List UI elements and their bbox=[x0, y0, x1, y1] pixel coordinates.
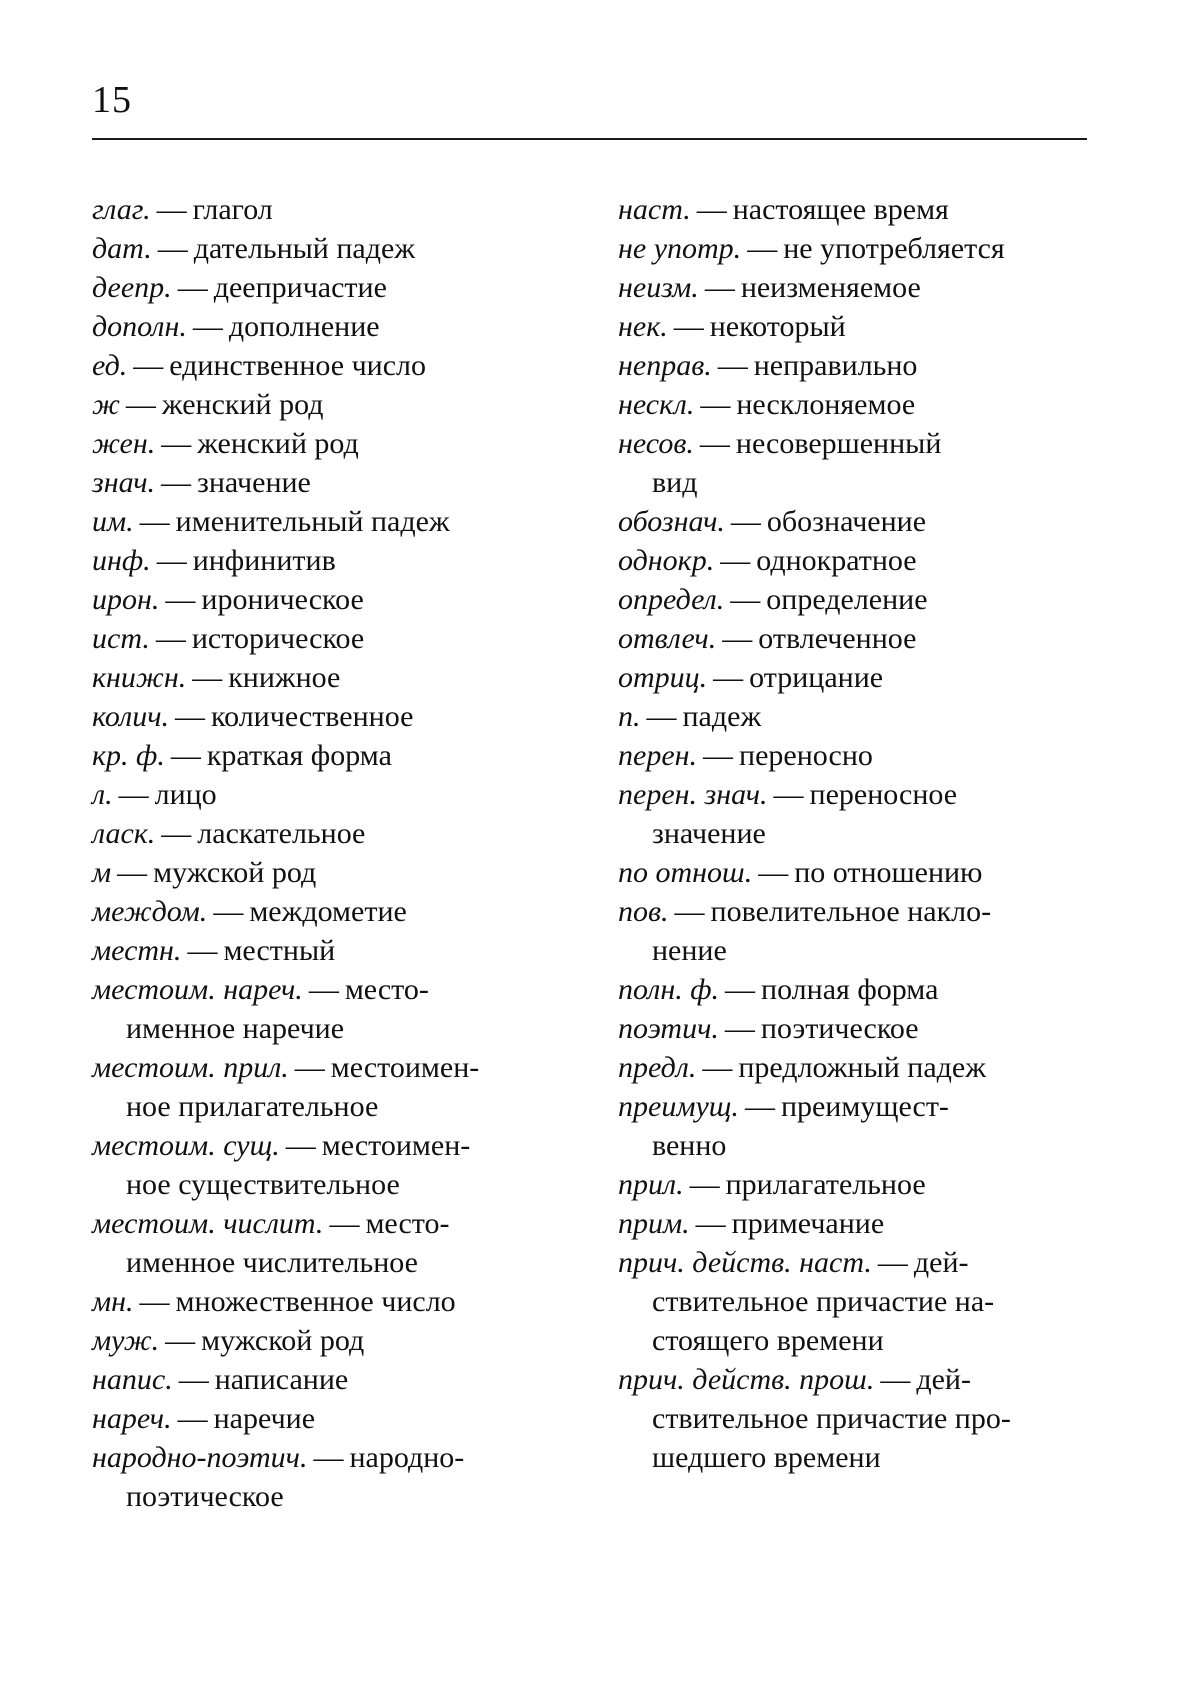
definition: не употребляется bbox=[783, 232, 1005, 265]
definition-continuation: вид bbox=[652, 466, 698, 499]
abbreviation-entry bbox=[92, 970, 562, 1009]
dash-separator: — bbox=[118, 778, 149, 811]
abbreviation-entry bbox=[618, 424, 1093, 463]
definition: местоимен- bbox=[321, 1129, 471, 1162]
definition: повелительное накло- bbox=[710, 895, 992, 928]
definition: местоимен- bbox=[330, 1051, 480, 1084]
definition: дополнение bbox=[228, 310, 380, 343]
abbreviation: прил. bbox=[618, 1168, 684, 1201]
definition: однократное bbox=[756, 544, 917, 577]
abbreviation-entry bbox=[618, 1204, 1093, 1243]
abbreviation: полн. ф. bbox=[618, 973, 720, 1006]
abbreviation-entry bbox=[92, 502, 562, 541]
dash-separator: — bbox=[773, 778, 804, 811]
dash-separator: — bbox=[177, 271, 208, 304]
abbreviation-entry bbox=[92, 424, 562, 463]
definition-continuation: ное существительное bbox=[126, 1168, 400, 1201]
abbreviation: им. bbox=[92, 505, 134, 538]
abbreviation: обознач. bbox=[618, 505, 725, 538]
abbreviation: поэтич. bbox=[618, 1012, 719, 1045]
dash-separator: — bbox=[139, 1285, 170, 1318]
abbreviation-entry bbox=[618, 190, 1093, 229]
definition-continuation: нение bbox=[652, 934, 727, 967]
dash-separator: — bbox=[699, 427, 730, 460]
abbreviation-entry bbox=[92, 775, 562, 814]
definition-continuation: именное наречие bbox=[126, 1012, 345, 1045]
abbreviation-entry bbox=[618, 775, 1093, 814]
abbreviation: кр. ф. bbox=[92, 739, 165, 772]
dash-separator: — bbox=[155, 622, 186, 655]
dash-separator: — bbox=[700, 388, 731, 421]
dash-separator: — bbox=[139, 505, 170, 538]
definition: лицо bbox=[154, 778, 217, 811]
definition-continuation: ствительное причастие на- bbox=[652, 1285, 995, 1318]
abbreviation: инф. bbox=[92, 544, 151, 577]
definition: значение bbox=[197, 466, 311, 499]
abbreviation-entry bbox=[618, 229, 1093, 268]
definition: определение bbox=[766, 583, 928, 616]
definition-continuation: шедшего времени bbox=[652, 1441, 881, 1474]
abbreviation: муж. bbox=[92, 1324, 160, 1357]
definition: междометие bbox=[249, 895, 407, 928]
abbreviation-entry bbox=[92, 190, 562, 229]
definition: полная форма bbox=[761, 973, 939, 1006]
dash-separator: — bbox=[674, 895, 705, 928]
dash-separator: — bbox=[689, 1168, 720, 1201]
page-number: 15 bbox=[92, 79, 132, 121]
abbreviation: неправ. bbox=[618, 349, 712, 382]
abbreviation: дополн. bbox=[92, 310, 187, 343]
dash-separator: — bbox=[117, 856, 148, 889]
dash-separator: — bbox=[161, 466, 192, 499]
abbreviation: глаг. bbox=[92, 193, 151, 226]
dash-separator: — bbox=[673, 310, 704, 343]
abbreviation: местоим. числит. bbox=[92, 1207, 324, 1240]
abbreviation: деепр. bbox=[92, 271, 172, 304]
abbreviation-entry bbox=[92, 931, 562, 970]
definition: переносное bbox=[809, 778, 958, 811]
definition: отвлеченное bbox=[758, 622, 917, 655]
abbreviation-entry bbox=[92, 814, 562, 853]
abbreviation-entry bbox=[92, 892, 562, 931]
abbreviation: однокр. bbox=[618, 544, 715, 577]
definition: по отношению bbox=[794, 856, 983, 889]
dash-separator: — bbox=[133, 349, 164, 382]
header-rule bbox=[92, 138, 1087, 140]
abbreviation-entry bbox=[618, 1048, 1093, 1087]
abbreviation-entry bbox=[618, 619, 1093, 658]
dash-separator: — bbox=[724, 1012, 755, 1045]
definition: историческое bbox=[191, 622, 365, 655]
abbreviation: ед. bbox=[92, 349, 128, 382]
abbreviation: предл. bbox=[618, 1051, 697, 1084]
definition: предложный падеж bbox=[738, 1051, 986, 1084]
abbreviation: местоим. нареч. bbox=[92, 973, 303, 1006]
definition: дей- bbox=[913, 1246, 969, 1279]
definition: обозначение bbox=[766, 505, 927, 538]
definition: местный bbox=[223, 934, 336, 967]
dash-separator: — bbox=[285, 1129, 316, 1162]
dash-separator: — bbox=[175, 700, 206, 733]
dash-separator: — bbox=[747, 232, 778, 265]
abbreviation-entry bbox=[92, 658, 562, 697]
definition: мужской род bbox=[153, 856, 317, 889]
abbreviation-entry bbox=[92, 1438, 562, 1477]
definition: поэтическое bbox=[760, 1012, 919, 1045]
abbreviation-entry bbox=[92, 619, 562, 658]
definition: именительный падеж bbox=[175, 505, 450, 538]
abbreviation-entry bbox=[92, 853, 562, 892]
definition-continuation: ное прилагательное bbox=[126, 1090, 379, 1123]
left-column bbox=[92, 190, 562, 1516]
abbreviation: местоим. прил. bbox=[92, 1051, 289, 1084]
definition: несклоняемое bbox=[736, 388, 916, 421]
dash-separator: — bbox=[192, 310, 223, 343]
definition: написание bbox=[214, 1363, 349, 1396]
definition: некоторый bbox=[709, 310, 846, 343]
abbreviation-entry bbox=[92, 1048, 562, 1087]
dash-separator: — bbox=[213, 895, 244, 928]
abbreviation: перен. bbox=[618, 739, 698, 772]
abbreviation-entry bbox=[92, 1204, 562, 1243]
abbreviation: местн. bbox=[92, 934, 182, 967]
definition: количественное bbox=[211, 700, 414, 733]
abbreviation-entry bbox=[618, 268, 1093, 307]
dash-separator: — bbox=[157, 232, 188, 265]
definition: настоящее время bbox=[732, 193, 949, 226]
dash-separator: — bbox=[704, 271, 735, 304]
definition: ироническое bbox=[201, 583, 364, 616]
abbreviation: прим. bbox=[618, 1207, 690, 1240]
abbreviation-entry bbox=[618, 1165, 1093, 1204]
definition: место- bbox=[344, 973, 429, 1006]
dash-separator: — bbox=[730, 583, 761, 616]
abbreviation-entry bbox=[92, 1399, 562, 1438]
definition-continuation: ствительное причастие про- bbox=[652, 1402, 1011, 1435]
abbreviation: междом. bbox=[92, 895, 208, 928]
dash-separator: — bbox=[720, 544, 751, 577]
dash-separator: — bbox=[717, 349, 748, 382]
definition: дей- bbox=[916, 1363, 971, 1396]
definition: единственное число bbox=[169, 349, 426, 382]
abbreviation-entry bbox=[618, 1243, 1093, 1282]
definition: народно- bbox=[349, 1441, 465, 1474]
abbreviation: напис. bbox=[92, 1363, 173, 1396]
abbreviation-entry bbox=[618, 853, 1093, 892]
abbreviation-entry bbox=[618, 970, 1093, 1009]
definition-continuation: именное числительное bbox=[126, 1246, 418, 1279]
abbreviation: колич. bbox=[92, 700, 170, 733]
abbreviation-entry bbox=[618, 307, 1093, 346]
abbreviation-entry bbox=[618, 502, 1093, 541]
abbreviation-entry bbox=[618, 736, 1093, 775]
definition-continuation: стоящего времени bbox=[652, 1324, 884, 1357]
dash-separator: — bbox=[156, 544, 187, 577]
dash-separator: — bbox=[703, 739, 734, 772]
dash-separator: — bbox=[880, 1363, 911, 1396]
abbreviation-entry bbox=[92, 1282, 562, 1321]
dash-separator: — bbox=[695, 1207, 726, 1240]
abbreviation: ирон. bbox=[92, 583, 160, 616]
abbreviation-entry bbox=[618, 1087, 1093, 1126]
abbreviation: нек. bbox=[618, 310, 668, 343]
dash-separator: — bbox=[156, 193, 187, 226]
dash-separator: — bbox=[725, 973, 756, 1006]
definition: множественное число bbox=[175, 1285, 456, 1318]
abbreviation-entry bbox=[618, 1360, 1093, 1399]
abbreviation: народно-поэтич. bbox=[92, 1441, 308, 1474]
abbreviation: л. bbox=[92, 778, 113, 811]
abbreviation-entry bbox=[92, 1360, 562, 1399]
abbreviation: ист. bbox=[92, 622, 150, 655]
abbreviation-entry bbox=[618, 1009, 1093, 1048]
definition: глагол bbox=[192, 193, 273, 226]
abbreviation-entry bbox=[618, 580, 1093, 619]
abbreviation-entry bbox=[92, 463, 562, 502]
definition: переносно bbox=[739, 739, 873, 772]
abbreviation: мн. bbox=[92, 1285, 134, 1318]
abbreviation-entry bbox=[92, 580, 562, 619]
dash-separator: — bbox=[744, 1090, 775, 1123]
definition: инфинитив bbox=[192, 544, 336, 577]
dash-separator: — bbox=[177, 1402, 208, 1435]
abbreviation: отвлеч. bbox=[618, 622, 717, 655]
abbreviation: ласк. bbox=[92, 817, 156, 850]
abbreviation: несов. bbox=[618, 427, 694, 460]
abbreviation-entry bbox=[92, 736, 562, 775]
abbreviation: по отнош. bbox=[618, 856, 753, 889]
definition-continuation: венно bbox=[652, 1129, 727, 1162]
abbreviation-entry bbox=[92, 307, 562, 346]
abbreviation-entry bbox=[92, 541, 562, 580]
definition-continuation: значение bbox=[652, 817, 766, 850]
definition: преимущест- bbox=[780, 1090, 949, 1123]
abbreviation-entry bbox=[92, 346, 562, 385]
dash-separator: — bbox=[313, 1441, 344, 1474]
abbreviation-entry bbox=[618, 697, 1093, 736]
abbreviation: неизм. bbox=[618, 271, 699, 304]
dash-separator: — bbox=[161, 427, 192, 460]
definition: неправильно bbox=[753, 349, 918, 382]
abbreviation: определ. bbox=[618, 583, 725, 616]
definition: место- bbox=[365, 1207, 450, 1240]
dash-separator: — bbox=[646, 700, 677, 733]
dash-separator: — bbox=[294, 1051, 325, 1084]
dash-separator: — bbox=[165, 1324, 196, 1357]
abbreviation-entry bbox=[618, 658, 1093, 697]
dash-separator: — bbox=[308, 973, 339, 1006]
abbreviation: прич. действ. наст. bbox=[618, 1246, 872, 1279]
dash-separator: — bbox=[877, 1246, 908, 1279]
abbreviation: прич. действ. прош. bbox=[618, 1363, 875, 1396]
definition: примечание bbox=[731, 1207, 885, 1240]
definition: отрицание bbox=[749, 661, 884, 694]
dash-separator: — bbox=[170, 739, 201, 772]
dash-separator: — bbox=[165, 583, 196, 616]
abbreviation: преимущ. bbox=[618, 1090, 739, 1123]
abbreviation: ж bbox=[92, 388, 120, 421]
definition: женский род bbox=[197, 427, 359, 460]
definition: ласкательное bbox=[197, 817, 366, 850]
abbreviation-entry bbox=[92, 697, 562, 736]
dash-separator: — bbox=[329, 1207, 360, 1240]
abbreviation-entry bbox=[618, 346, 1093, 385]
definition: деепричастие bbox=[213, 271, 387, 304]
definition-continuation: поэтическое bbox=[126, 1480, 284, 1513]
abbreviation-entry bbox=[92, 1126, 562, 1165]
definition: наречие bbox=[213, 1402, 316, 1435]
abbreviation: пов. bbox=[618, 895, 669, 928]
abbreviation-entry bbox=[618, 892, 1093, 931]
dash-separator: — bbox=[192, 661, 223, 694]
dash-separator: — bbox=[713, 661, 744, 694]
abbreviation-entry bbox=[92, 229, 562, 268]
abbreviation-entry bbox=[618, 541, 1093, 580]
abbreviation-entry bbox=[92, 268, 562, 307]
abbreviation: не употр. bbox=[618, 232, 742, 265]
definition: краткая форма bbox=[206, 739, 392, 772]
abbreviation: книжн. bbox=[92, 661, 187, 694]
dash-separator: — bbox=[161, 817, 192, 850]
definition: книжное bbox=[228, 661, 341, 694]
abbreviation-entry bbox=[618, 385, 1093, 424]
dash-separator: — bbox=[758, 856, 789, 889]
definition: неизменяемое bbox=[740, 271, 921, 304]
dash-separator: — bbox=[178, 1363, 209, 1396]
dash-separator: — bbox=[722, 622, 753, 655]
definition: женский род bbox=[161, 388, 324, 421]
abbreviation: нескл. bbox=[618, 388, 695, 421]
dash-separator: — bbox=[187, 934, 218, 967]
definition: дательный падеж bbox=[193, 232, 416, 265]
dash-separator: — bbox=[125, 388, 156, 421]
definition: падеж bbox=[682, 700, 762, 733]
abbreviation: местоим. сущ. bbox=[92, 1129, 280, 1162]
abbreviation: м bbox=[92, 856, 112, 889]
definition: несовершенный bbox=[735, 427, 942, 460]
abbreviation: п. bbox=[618, 700, 641, 733]
abbreviation-entry bbox=[92, 1321, 562, 1360]
abbreviation: нареч. bbox=[92, 1402, 172, 1435]
abbreviation-entry bbox=[92, 385, 562, 424]
abbreviation: отриц. bbox=[618, 661, 708, 694]
definition: прилагательное bbox=[725, 1168, 926, 1201]
abbreviation: наст. bbox=[618, 193, 691, 226]
definition: мужской род bbox=[201, 1324, 365, 1357]
abbreviation: знач. bbox=[92, 466, 156, 499]
abbreviation: жен. bbox=[92, 427, 156, 460]
right-column bbox=[618, 190, 1093, 1477]
dash-separator: — bbox=[730, 505, 761, 538]
abbreviation: перен. знач. bbox=[618, 778, 768, 811]
dash-separator: — bbox=[696, 193, 727, 226]
dash-separator: — bbox=[702, 1051, 733, 1084]
abbreviation: дат. bbox=[92, 232, 152, 265]
